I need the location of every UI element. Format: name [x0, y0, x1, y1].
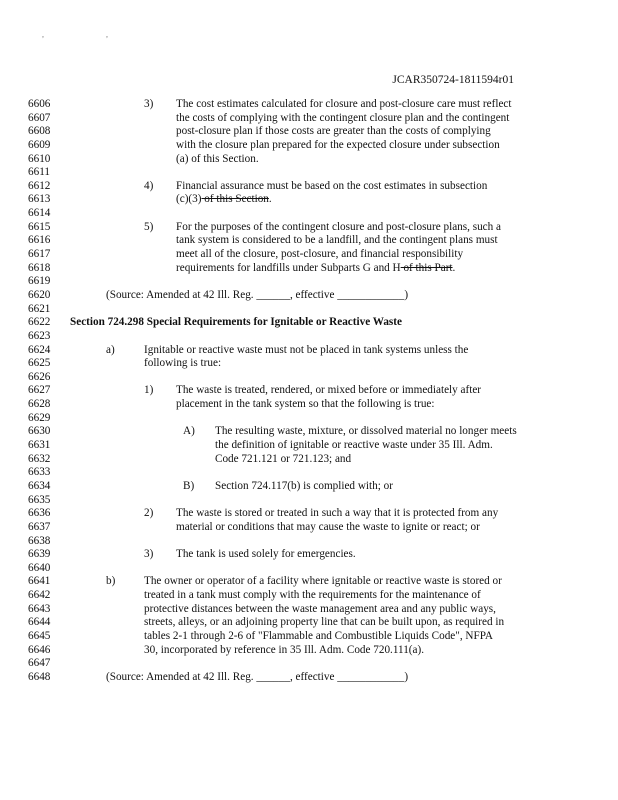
document-line [28, 193, 588, 207]
line-number: 6642 [28, 589, 51, 602]
line-text [144, 575, 502, 589]
document-line [28, 303, 588, 317]
document-line [28, 453, 588, 467]
document-line [28, 671, 588, 685]
text-run: The waste is treated, rendered, or mixed before or immediately after [176, 384, 482, 397]
text-run: For the purposes of the contingent closure and post-closure plans, such a [176, 220, 501, 233]
text-run: protective distances between the waste management area and any public ways, [144, 602, 496, 615]
line-number: 6647 [28, 657, 51, 670]
document-line [28, 207, 588, 221]
line-number: 6624 [28, 343, 51, 356]
line-text [176, 548, 356, 562]
line-text [176, 262, 455, 276]
document-line [28, 507, 588, 521]
text-run: the costs of complying with the contingent closure plan and the contingent [176, 111, 510, 124]
text-run: the definition of ignitable or reactive waste under 35 Ill. Adm. [215, 439, 493, 452]
line-number: 6621 [28, 302, 51, 315]
line-text [176, 112, 509, 126]
document-line [28, 657, 588, 671]
item-label: A) [183, 425, 195, 438]
document-body [28, 98, 588, 685]
document-id: JCAR350724-1811594r01 [392, 74, 514, 86]
line-text [176, 234, 498, 248]
line-number: 6648 [28, 670, 51, 683]
line-text [144, 357, 221, 371]
text-run: Section 724.117(b) is complied with; or [215, 479, 393, 492]
line-text [144, 344, 468, 358]
document-line [28, 384, 588, 398]
document-line [28, 521, 588, 535]
document-line [28, 166, 588, 180]
document-line [28, 221, 588, 235]
line-text [176, 180, 487, 194]
text-run: The tank is used solely for emergencies. [176, 548, 356, 561]
text-run: meet all of the closure, post-closure, and financial responsibility [176, 248, 464, 261]
line-text [176, 98, 511, 112]
document-line [28, 575, 588, 589]
document-line [28, 234, 588, 248]
item-label: B) [183, 479, 195, 492]
document-line [28, 330, 588, 344]
line-number: 6614 [28, 207, 51, 220]
document-line [28, 248, 588, 262]
text-run: treated in a tank must comply with the requirements for the maintenance of [144, 589, 481, 602]
line-text [106, 671, 408, 685]
text-run: The resulting waste, mixture, or dissolved material no longer meets [215, 425, 517, 438]
text-run: The cost estimates calculated for closure and post-closure care must reflect [176, 98, 512, 110]
line-number: 6637 [28, 520, 51, 533]
item-label: 3) [144, 98, 154, 110]
line-number: 6641 [28, 575, 51, 588]
document-line [28, 425, 588, 439]
item-label: 4) [144, 179, 154, 192]
line-number: 6630 [28, 425, 51, 438]
text-run: streets, alleys, or an adjoining property line that can be built upon, as required in [144, 616, 505, 629]
text-run: The waste is stored or treated in such a way that it is protected from any [176, 507, 499, 520]
line-text [215, 425, 517, 439]
document-line [28, 344, 588, 358]
line-number: 6610 [28, 152, 51, 165]
line-number: 6635 [28, 493, 51, 506]
text-run: (c)(3) [176, 193, 202, 206]
line-number: 6612 [28, 179, 51, 192]
line-number: 6629 [28, 411, 51, 424]
scan-marks: , , [42, 30, 138, 39]
text-run: (Source: Amended at 42 Ill. Reg. ______, effective ____________) [106, 670, 409, 683]
text-run: . [268, 193, 272, 206]
struck-text: of this Section [201, 193, 269, 206]
line-text [176, 221, 501, 235]
line-number: 6625 [28, 357, 51, 370]
document-line [28, 112, 588, 126]
line-text [176, 384, 481, 398]
document-line [28, 275, 588, 289]
line-number: 6631 [28, 439, 51, 452]
document-line [28, 644, 588, 658]
line-number: 6611 [28, 166, 50, 179]
document-line [28, 494, 588, 508]
line-text [176, 398, 435, 412]
text-run: (Source: Amended at 42 Ill. Reg. ______, effective ____________) [106, 288, 409, 301]
document-line [28, 439, 588, 453]
item-label: 2) [144, 507, 154, 520]
line-text [144, 616, 504, 630]
document-line [28, 603, 588, 617]
document-line [28, 371, 588, 385]
document-line [28, 535, 588, 549]
line-number: 6615 [28, 220, 51, 233]
document-line [28, 412, 588, 426]
line-number: 6639 [28, 548, 51, 561]
line-number: 6636 [28, 507, 51, 520]
line-number: 6640 [28, 561, 51, 574]
text-run: following is true: [144, 357, 222, 370]
item-label: 3) [144, 548, 154, 561]
line-number: 6638 [28, 534, 51, 547]
line-text [144, 603, 496, 617]
line-number: 6643 [28, 602, 51, 615]
document-line [28, 562, 588, 576]
document-line [28, 125, 588, 139]
line-text [144, 644, 424, 658]
item-label: 5) [144, 220, 154, 233]
text-run: Code 721.121 or 721.123; and [215, 452, 352, 465]
line-number: 6646 [28, 643, 51, 656]
document-line [28, 466, 588, 480]
text-run: with the closure plan prepared for the expected closure under subsection [176, 138, 500, 151]
text-run: . [452, 261, 456, 274]
line-number: 6620 [28, 288, 51, 301]
text-run: 30, incorporated by reference in 35 Ill. Adm. Code 720.111(a). [144, 643, 425, 656]
line-text [215, 453, 351, 467]
line-text [144, 630, 493, 644]
line-number: 6619 [28, 275, 51, 288]
line-number: 6618 [28, 261, 51, 274]
text-run: post-closure plan if those costs are greater than the costs of complying [176, 125, 491, 138]
line-number: 6613 [28, 193, 51, 206]
line-text [70, 316, 402, 330]
line-number: 6644 [28, 616, 51, 629]
line-text [215, 439, 493, 453]
line-number: 6627 [28, 384, 51, 397]
line-number: 6622 [28, 316, 51, 329]
document-line [28, 398, 588, 412]
item-label: a) [106, 343, 115, 356]
line-number: 6609 [28, 138, 51, 151]
text-run: tables 2-1 through 2-6 of "Flammable and Combustible Liquids Code", NFPA [144, 629, 493, 642]
line-number: 6608 [28, 125, 51, 138]
document-line [28, 139, 588, 153]
line-number: 6633 [28, 466, 51, 479]
text-run: requirements for landfills under Subparts G and H [176, 261, 401, 274]
line-number: 6634 [28, 479, 51, 492]
line-text [106, 289, 408, 303]
document-line [28, 262, 588, 276]
text-run: placement in the tank system so that the following is true: [176, 398, 435, 411]
line-number: 6606 [28, 98, 51, 110]
text-run: Financial assurance must be based on the cost estimates in subsection [176, 179, 488, 192]
text-run: The owner or operator of a facility where ignitable or reactive waste is stored or [144, 575, 502, 588]
document-line [28, 180, 588, 194]
line-text [176, 153, 259, 167]
line-text [176, 507, 498, 521]
text-run: Ignitable or reactive waste must not be placed in tank systems unless the [144, 343, 469, 356]
line-text [144, 589, 481, 603]
document-line [28, 480, 588, 494]
document-line [28, 153, 588, 167]
document-line [28, 98, 588, 112]
document-line [28, 630, 588, 644]
section-heading: Section 724.298 Special Requirements for Ignitable or Reactive Waste [70, 316, 402, 329]
line-number: 6645 [28, 629, 51, 642]
document-line [28, 589, 588, 603]
line-text [176, 193, 272, 207]
line-number: 6623 [28, 329, 51, 342]
document-line [28, 548, 588, 562]
line-text [215, 480, 393, 494]
line-number: 6617 [28, 248, 51, 261]
line-number: 6632 [28, 452, 51, 465]
line-text [176, 139, 500, 153]
line-text [176, 521, 480, 535]
text-run: material or conditions that may cause the waste to ignite or react; or [176, 520, 480, 533]
item-label: b) [106, 575, 116, 588]
line-text [176, 125, 491, 139]
line-number: 6607 [28, 111, 51, 124]
line-number: 6628 [28, 398, 51, 411]
document-line [28, 357, 588, 371]
document-line [28, 316, 588, 330]
line-number: 6626 [28, 370, 51, 383]
text-run: tank system is considered to be a landfill, and the contingent plans must [176, 234, 498, 247]
line-text [176, 248, 463, 262]
document-line [28, 289, 588, 303]
struck-text: of this Part [400, 261, 453, 274]
document-line [28, 616, 588, 630]
line-number: 6616 [28, 234, 51, 247]
text-run: (a) of this Section. [176, 152, 259, 165]
item-label: 1) [144, 384, 154, 397]
